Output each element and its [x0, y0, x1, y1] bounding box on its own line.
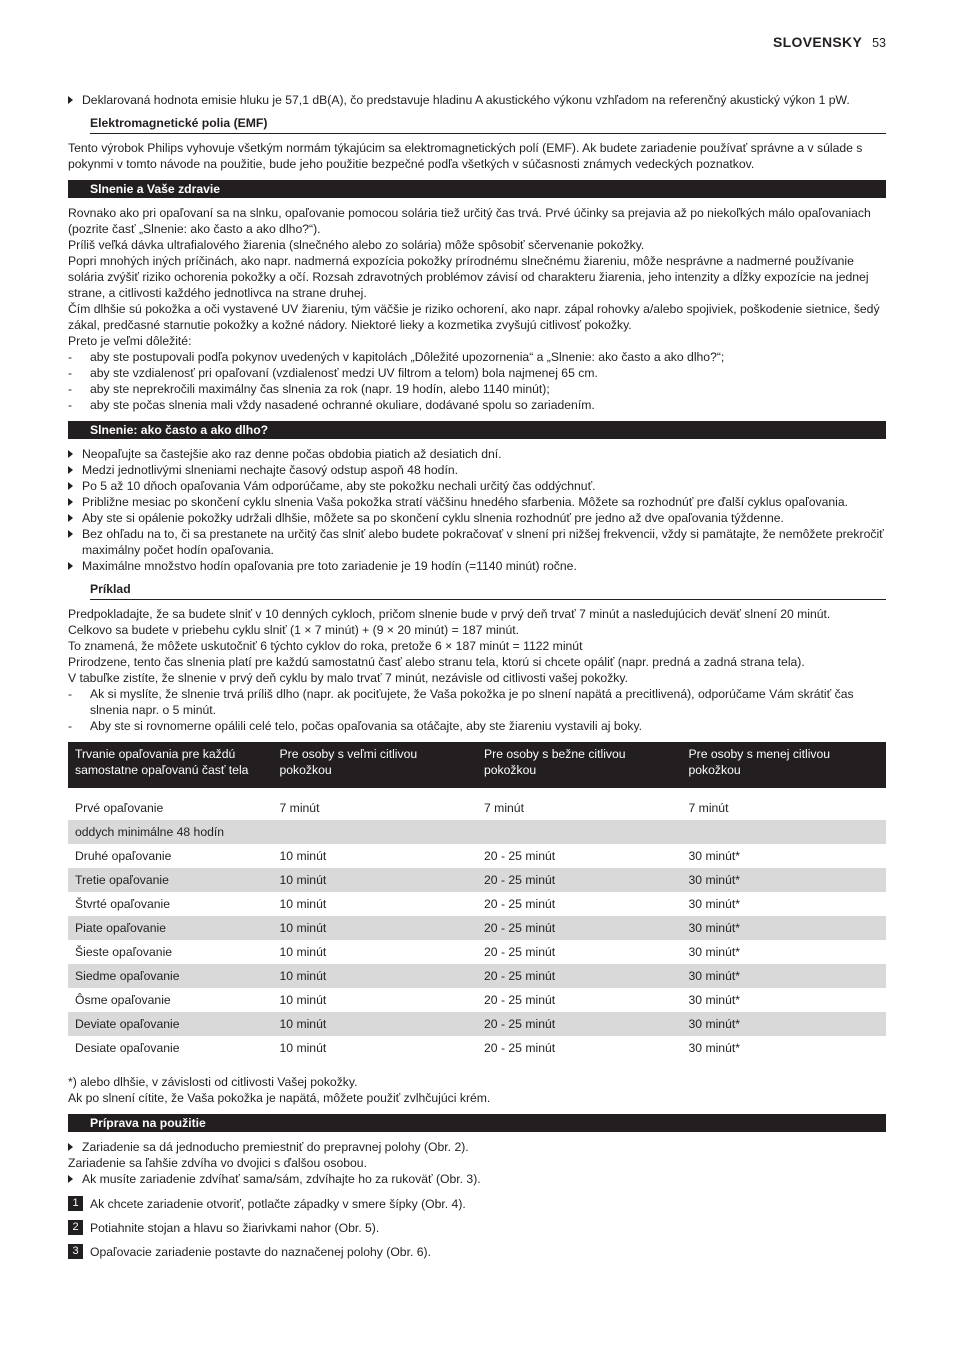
- table-header-cell: Pre osoby s bežne citlivou pokožkou: [477, 742, 682, 788]
- table-cell: 20 - 25 minút: [484, 945, 556, 959]
- prep-heading: Príprava na použitie: [68, 1114, 886, 1132]
- bullet-triangle-icon: [68, 96, 73, 104]
- bullet-triangle-icon: [68, 514, 73, 522]
- how-often-bullet: Približne mesiac po skončení cyklu slnenia Vaša pokožka stratí väčšinu hnedého sfarbenia. Môžete sa rozhodnúť pre ďalší cyklus opaľovania.: [68, 494, 886, 510]
- table-cell: 20 - 25 minút: [484, 849, 556, 863]
- health-dash-item: - aby ste počas slnenia mali vždy nasadené ochranné okuliare, dodávané spolu so zariadením.: [68, 398, 595, 412]
- table-cell: 20 - 25 minút: [484, 897, 556, 911]
- table-row: [68, 1036, 886, 1060]
- table-row: [68, 1012, 886, 1036]
- step-number: 1: [68, 1196, 83, 1211]
- page-header: [773, 34, 886, 51]
- bullet-triangle-icon: [68, 562, 73, 570]
- table-cell: 30 minút*: [688, 1041, 740, 1055]
- table-cell: Druhé opaľovanie: [75, 849, 172, 863]
- example-paragraph: Prirodzene, tento čas slnenia platí pre každú samostatnú časť alebo stranu tela, ktorú si chcete opáliť (napr. predná a zadná strana tela).: [68, 655, 805, 669]
- table-cell: 7 minút: [484, 801, 524, 815]
- table-row: [68, 868, 886, 892]
- table-body: [68, 788, 886, 1060]
- how-often-bullet: Bez ohľadu na to, či sa prestanete na určitý čas slniť alebo budete pokračovať v slnení pri nižšej frekvencii, vždy si pamätajte, že nemôžete prekročiť maximálny počet hodín opaľovania.: [68, 526, 886, 558]
- table-row: [68, 820, 886, 844]
- bullet-triangle-icon: [68, 482, 73, 490]
- step-number: 3: [68, 1244, 83, 1259]
- table-cell: Ôsme opaľovanie: [75, 993, 171, 1007]
- table-cell: 10 minút: [273, 868, 478, 892]
- language-label: SLOVENSKY: [773, 34, 863, 50]
- step-item: [68, 1196, 886, 1212]
- table-header-row: [68, 742, 886, 788]
- table-cell: oddych minimálne 48 hodín: [68, 820, 273, 844]
- table-cell: [682, 820, 887, 844]
- step-item: [68, 1244, 886, 1260]
- table-cell: Siedme opaľovanie: [68, 964, 273, 988]
- table-cell: 30 minút*: [682, 916, 887, 940]
- table-cell: 10 minút: [279, 945, 327, 959]
- table-row: [68, 916, 886, 940]
- table-cell: Desiate opaľovanie: [75, 1041, 180, 1055]
- table-cell: 30 minút*: [682, 1012, 887, 1036]
- table-row: [68, 988, 886, 1012]
- bullet-triangle-icon: [68, 466, 73, 474]
- table-cell: Piate opaľovanie: [68, 916, 273, 940]
- bullet-triangle-icon: [68, 450, 73, 458]
- table-row: [68, 844, 886, 868]
- health-dash-item: - aby ste vzdialenosť pri opaľovaní (vzdialenosť medzi UV filtrom a telom) bola najmenej 65 cm.: [68, 366, 598, 380]
- table-cell: 7 minút: [279, 801, 320, 815]
- table-cell: 20 - 25 minút: [477, 1012, 682, 1036]
- table-cell: Tretie opaľovanie: [68, 868, 273, 892]
- example-heading: Príklad: [90, 579, 886, 600]
- table-header-cell: Pre osoby s veľmi citlivou pokožkou: [273, 742, 478, 788]
- table-cell: 20 - 25 minút: [477, 916, 682, 940]
- step-text: Potiahnite stojan a hlavu so žiarivkami nahor (Obr. 5).: [90, 1221, 380, 1235]
- prep-bullet: Zariadenie sa dá jednoducho premiestniť do prepravnej polohy (Obr. 2).: [68, 1139, 886, 1155]
- health-dash-item: - aby ste postupovali podľa pokynov uvedených v kapitolách „Dôležité upozornenia“ a „Slnenie: ako často a ako dlho?“;: [68, 350, 725, 364]
- table-cell: 30 minút*: [688, 945, 740, 959]
- table-cell: 30 minút*: [682, 868, 887, 892]
- bullet-triangle-icon: [68, 1143, 73, 1151]
- table-cell: 10 minút: [279, 993, 327, 1007]
- how-often-bullet: Aby ste si opálenie pokožky udržali dlhšie, môžete sa po skončení cyklu slnenia rozhodnúť pre jedno až dve opaľovania týždenne.: [68, 510, 886, 526]
- table-row: [68, 892, 886, 916]
- table-cell: [477, 820, 682, 844]
- table-cell: 7 minút: [688, 801, 729, 815]
- example-paragraph: Predpokladajte, že sa budete slniť v 10 denných cykloch, pričom slnenie bude v prvý deň trvať 7 minút a nasledujúcich deväť slnení 20 minút.: [68, 607, 831, 621]
- how-often-bullet: Medzi jednotlivými slneniami nechajte časový odstup aspoň 48 hodín.: [68, 462, 886, 478]
- table-cell: 10 minút: [279, 849, 327, 863]
- table-cell: Štvrté opaľovanie: [75, 897, 171, 911]
- example-paragraph: Celkovo sa budete v priebehu cyklu slniť (1 × 7 minút) + (9 × 20 minút) = 187 minút.: [68, 623, 520, 637]
- table-cell: 30 minút*: [688, 849, 740, 863]
- how-often-bullet: Maximálne množstvo hodín opaľovania pre toto zariadenie je 19 hodín (=1140 minút) ročne.: [68, 558, 886, 574]
- table-cell: 20 - 25 minút: [477, 868, 682, 892]
- prep-note: Zariadenie sa ľahšie zdvíha vo dvojici s ďalšou osobou.: [68, 1156, 367, 1170]
- table-cell: Deviate opaľovanie: [68, 1012, 273, 1036]
- step-item: [68, 1220, 886, 1236]
- health-heading: Slnenie a Vaše zdravie: [68, 180, 886, 198]
- example-paragraph: To znamená, že môžete uskutočniť 6 týchto cyklov do roka, pretože 6 × 187 minút = 1122 minút: [68, 639, 583, 653]
- table-cell: 30 minút*: [682, 964, 887, 988]
- page-content: [68, 92, 886, 1260]
- table-cell: 10 minút: [273, 1012, 478, 1036]
- table-header-cell: Pre osoby s menej citlivou pokožkou: [682, 742, 887, 788]
- example-dash-item: - Ak si myslíte, že slnenie trvá príliš dlho (napr. ak pociťujete, že Vaša pokožka je po slnení napätá a precitlivená), odporúčame Vám skrátiť čas slnenia napr. o 5 minút.: [68, 687, 854, 717]
- emf-heading: Elektromagnetické polia (EMF): [90, 113, 886, 134]
- how-often-bullet: Po 5 až 10 dňoch opaľovania Vám odporúčame, aby ste pokožku nechali určitý čas oddýchnuť.: [68, 478, 886, 494]
- bullet-triangle-icon: [68, 498, 73, 506]
- example-dash-item: - Aby ste si rovnomerne opálili celé telo, počas opaľovania sa otáčajte, aby ste žiareniu vystavili aj boky.: [68, 719, 643, 733]
- how-often-bullet: Neopaľujte sa častejšie ako raz denne počas obdobia piatich až desiatich dní.: [68, 446, 886, 462]
- health-paragraph: Preto je veľmi dôležité:: [68, 334, 192, 348]
- table-cell: 10 minút: [273, 964, 478, 988]
- step-number: 2: [68, 1220, 83, 1235]
- emf-text: Tento výrobok Philips vyhovuje všetkým normám týkajúcim sa elektromagnetických polí (EMF). Ak budete zariadenie používať správne a v súlade s pokynmi v tomto návode na použitie, bude jeho použitie bezpečné podľa všetkých v súčasnosti známych vedeckých poznatkov.: [68, 141, 863, 171]
- table-footnote: *) alebo dlhšie, v závislosti od citlivosti Vašej pokožky.: [68, 1075, 358, 1089]
- table-cell: 20 - 25 minút: [484, 1041, 556, 1055]
- table-cell: 20 - 25 minút: [477, 964, 682, 988]
- health-dash-item: - aby ste neprekročili maximálny čas slnenia za rok (napr. 19 hodín, alebo 1140 minút);: [68, 382, 550, 396]
- bullet-triangle-icon: [68, 530, 73, 538]
- table-row: [68, 940, 886, 964]
- table-row: [68, 788, 886, 820]
- example-paragraph: V tabuľke zistíte, že slnenie v prvý deň cyklu by malo trvať 7 minút, nezávisle od citlivosti vašej pokožky.: [68, 671, 628, 685]
- table-cell: Prvé opaľovanie: [75, 801, 164, 815]
- table-cell: 10 minút: [279, 1041, 327, 1055]
- step-text: Ak chcete zariadenie otvoriť, potlačte západky v smere šípky (Obr. 4).: [90, 1197, 466, 1211]
- health-paragraph: Príliš veľká dávka ultrafialového žiarenia (slnečného alebo zo solária) môže spôsobiť sčervenanie pokožky.: [68, 238, 645, 252]
- table-row: [68, 964, 886, 988]
- table-cell: 30 minút*: [688, 993, 740, 1007]
- how-often-heading: Slnenie: ako často a ako dlho?: [68, 421, 886, 439]
- tanning-table: [68, 742, 886, 1060]
- table-cell: 30 minút*: [688, 897, 740, 911]
- table-cell: 10 minút: [279, 897, 327, 911]
- health-paragraph: Čím dlhšie sú pokožka a oči vystavené UV žiareniu, tým väčšie je riziko ochorení, ako napr. zápal rohovky a/alebo spojiviek, poškodenie sietnice, šedý zákal, predčasné starnutie pokožky a kožné nádory. Niektoré lieky a kozmetika zvyšujú citlivosť pokožky.: [68, 302, 880, 332]
- table-cell: 10 minút: [273, 916, 478, 940]
- table-header-cell: Trvanie opaľovania pre každú samostatne opaľovanú časť tela: [68, 742, 273, 788]
- bullet-triangle-icon: [68, 1175, 73, 1183]
- health-paragraph: Rovnako ako pri opaľovaní sa na slnku, opaľovanie pomocou solária tiež určitý čas trvá. Prvé účinky sa prejavia až po niekoľkých málo opaľovaniach (pozrite časť „Slnenie: ako často a ako dlho?“).: [68, 206, 871, 236]
- step-text: Opaľovacie zariadenie postavte do naznačenej polohy (Obr. 6).: [90, 1245, 431, 1259]
- table-footnote: Ak po slnení cítite, že Vaša pokožka je napätá, môžete použiť zvlhčujúci krém.: [68, 1091, 491, 1105]
- prep-bullet: Ak musíte zariadenie zdvíhať sama/sám, zdvíhajte ho za rukoväť (Obr. 3).: [68, 1171, 886, 1187]
- table-cell: 20 - 25 minút: [484, 993, 556, 1007]
- page-number: 53: [872, 36, 886, 50]
- table-cell: [273, 820, 478, 844]
- health-paragraph: Popri mnohých iných príčinách, ako napr. nadmerná expozícia pokožky prírodnému slnečnému žiareniu, môže nesprávne a nadmerné používanie solária zvýšiť riziko ochorenia pokožky a očí. Rozsah zdravotných problémov závisí od charakteru žiarenia, jeho intenzity a dĺžky expozície na jednej strane, a citlivosti každého jednotlivca na strane druhej.: [68, 254, 869, 300]
- noise-bullet: Deklarovaná hodnota emisie hluku je 57,1 dB(A), čo predstavuje hladinu A akustického výkonu vzhľadom na referenčný akustický výkon 1 pW.: [68, 92, 886, 108]
- table-cell: Šieste opaľovanie: [75, 945, 173, 959]
